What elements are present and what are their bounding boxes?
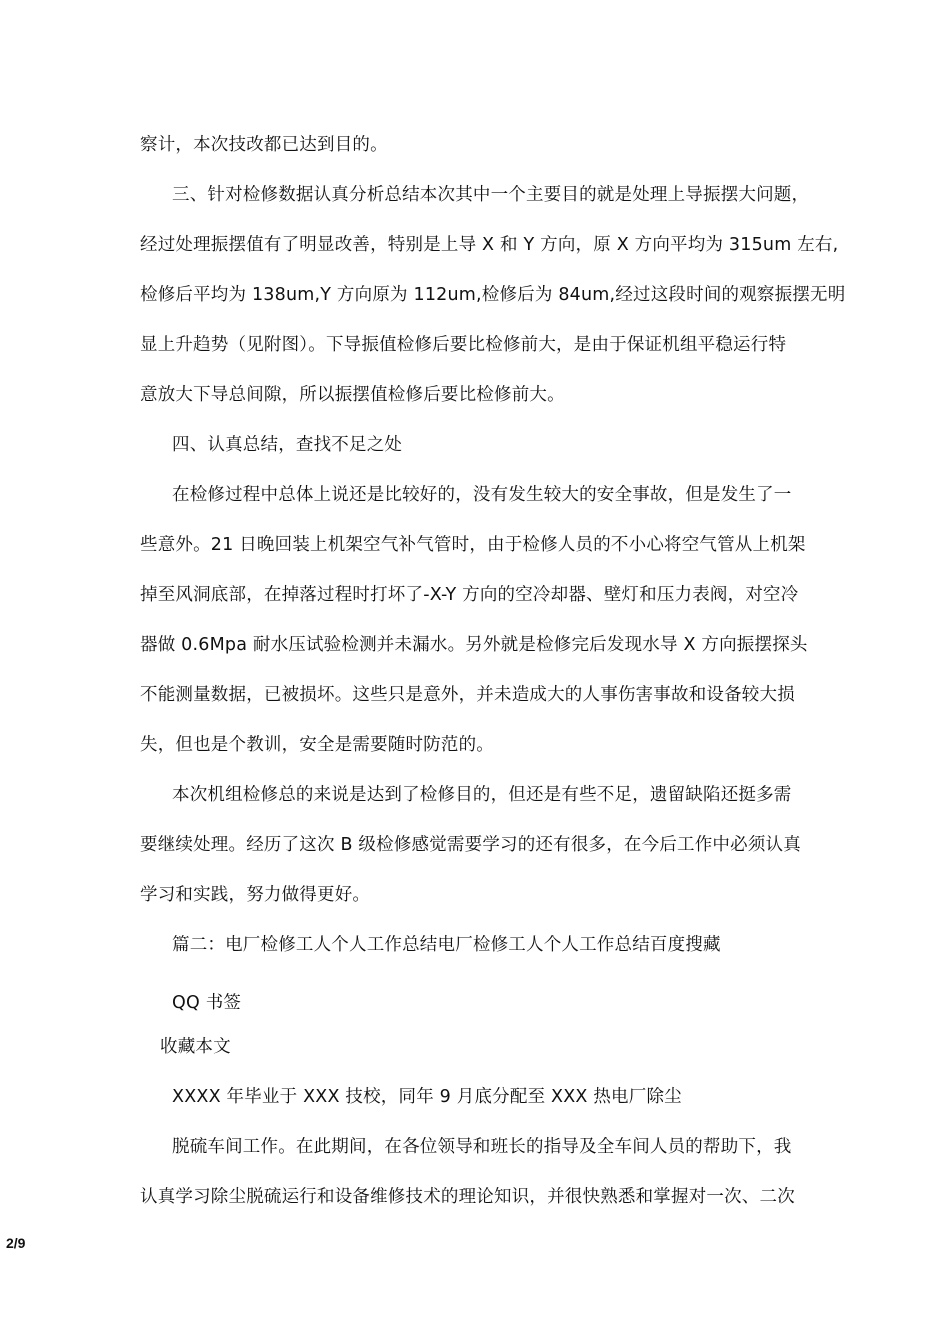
section-heading: 四、认真总结，查找不足之处	[172, 435, 403, 455]
text-line: 脱硫车间工作。在此期间，在各位领导和班长的指导及全车间人员的帮助下，我	[172, 1137, 792, 1157]
page-number: 2/9	[6, 1235, 26, 1251]
article-title: 篇二：电厂检修工人个人工作总结电厂检修工人个人工作总结百度搜藏	[172, 935, 721, 955]
text-line: 失，但也是个教训，安全是需要随时防范的。	[140, 735, 494, 755]
text-line: 要继续处理。经历了这次 B 级检修感觉需要学习的还有很多，在今后工作中必须认真	[140, 835, 801, 855]
text-line: 学习和实践，努力做得更好。	[140, 885, 371, 905]
text-line: 经过处理振摆值有了明显改善，特别是上导 X 和 Y 方向，原 X 方向平均为 315um 左右,	[140, 235, 839, 255]
text-line: 意放大下导总间隙，所以振摆值检修后要比检修前大。	[140, 385, 565, 405]
text-line: 器做 0.6Mpa 耐水压试验检测并未漏水。另外就是检修完后发现水导 X 方向振摆探头	[140, 635, 808, 655]
text-line: 认真学习除尘脱硫运行和设备维修技术的理论知识，并很快熟悉和掌握对一次、二次	[140, 1187, 795, 1207]
text-line: 些意外。21 日晚回装上机架空气补气管时，由于检修人员的不小心将空气管从上机架	[140, 535, 806, 555]
collect-article-link[interactable]: 收藏本文	[160, 1037, 231, 1057]
qq-bookmark-link[interactable]: QQ 书签	[172, 993, 242, 1013]
text-line: 显上升趋势（见附图）。下导振值检修后要比检修前大，是由于保证机组平稳运行特	[140, 335, 787, 355]
text-line: 察计，本次技改都已达到目的。	[140, 135, 388, 155]
text-line: 检修后平均为 138um,Y 方向原为 112um,检修后为 84um,经过这段时间的观察振摆无明	[140, 285, 846, 305]
text-line: XXXX 年毕业于 XXX 技校，同年 9 月底分配至 XXX 热电厂除尘	[172, 1087, 682, 1107]
text-line: 三、针对检修数据认真分析总结本次其中一个主要目的就是处理上导振摆大问题，	[172, 185, 810, 205]
text-line: 不能测量数据，已被损坏。这些只是意外，并未造成大的人事伤害事故和设备较大损	[140, 685, 795, 705]
text-line: 本次机组检修总的来说是达到了检修目的，但还是有些不足，遗留缺陷还挺多需	[172, 785, 792, 805]
text-line: 在检修过程中总体上说还是比较好的，没有发生较大的安全事故，但是发生了一	[172, 485, 792, 505]
text-line: 掉至风洞底部，在掉落过程时打坏了-X-Y 方向的空冷却器、壁灯和压力表阀，对空冷	[140, 585, 799, 605]
